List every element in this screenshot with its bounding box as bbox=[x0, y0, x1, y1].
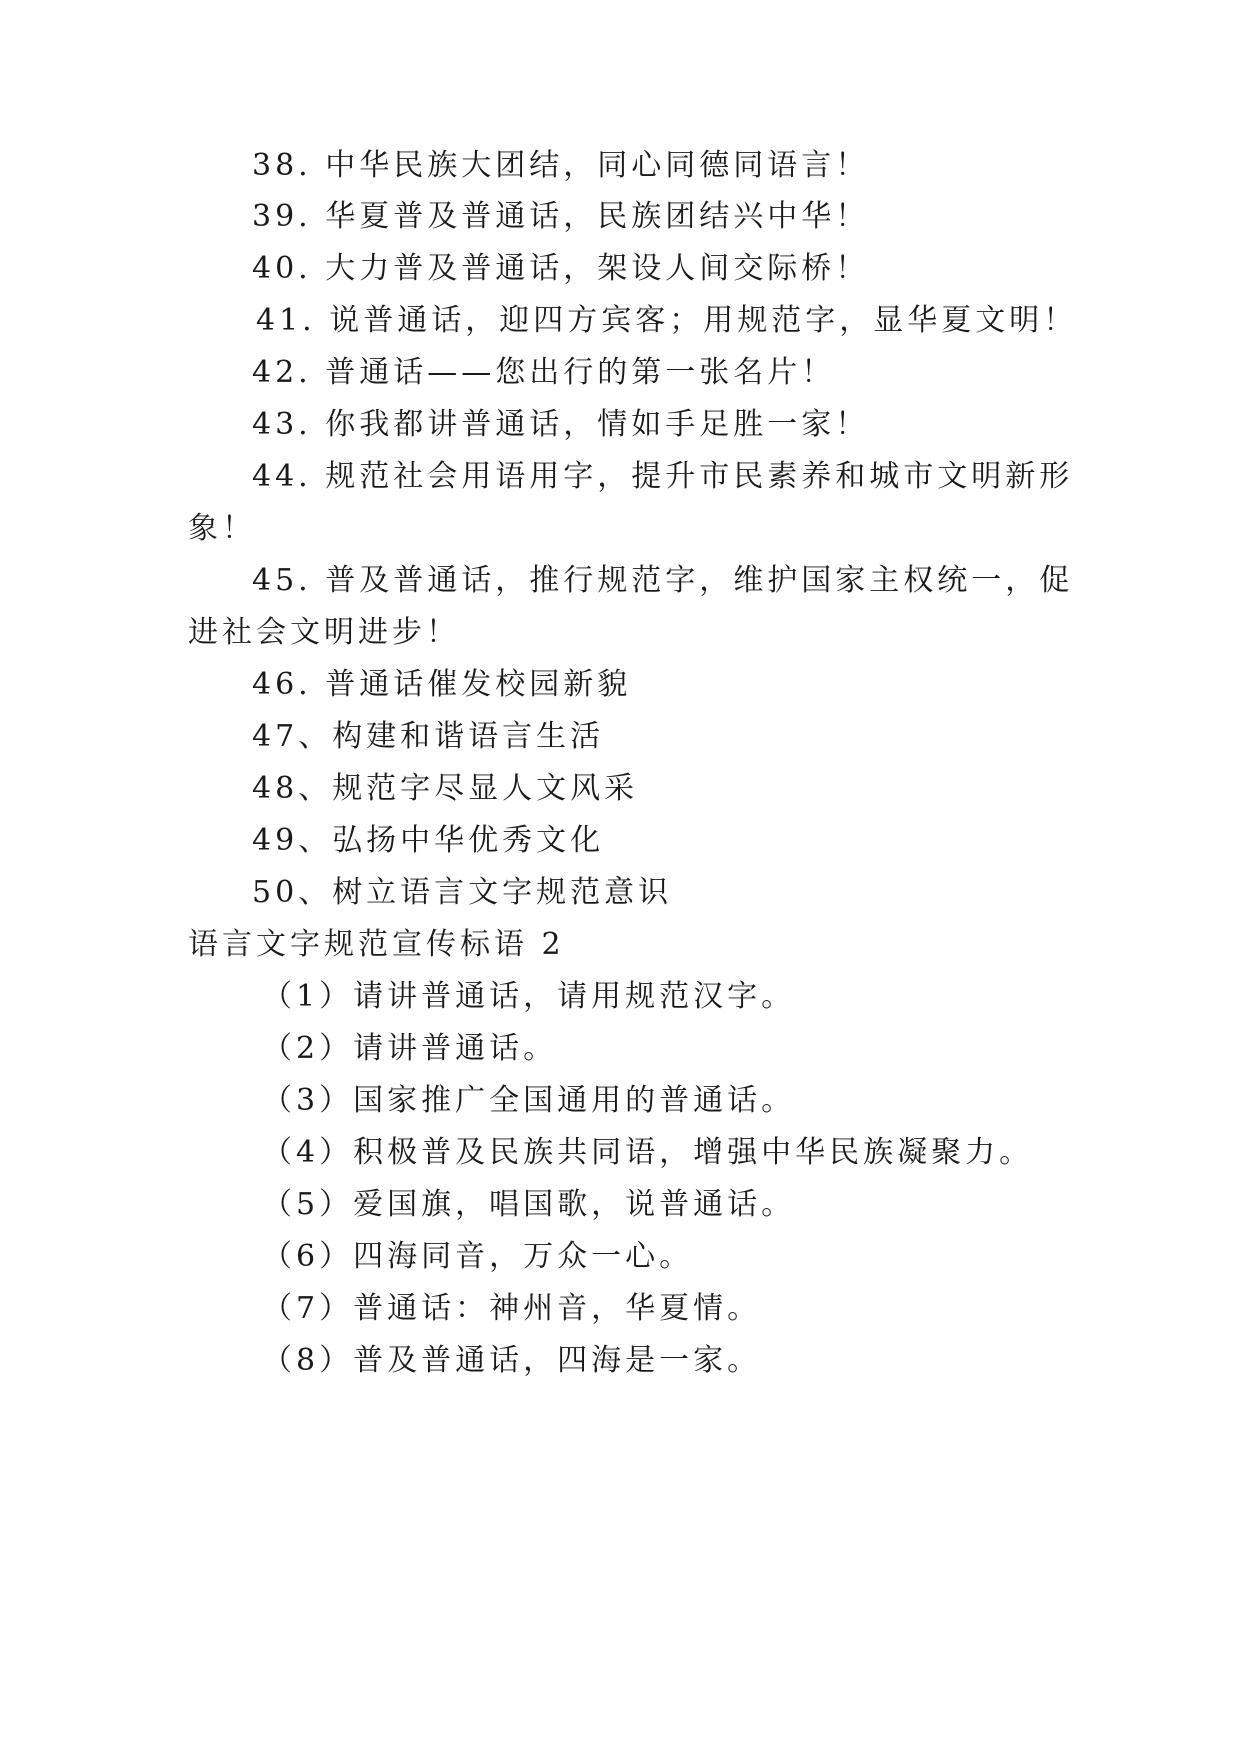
slogan-number: 47、 bbox=[252, 719, 333, 754]
slogan-item bbox=[262, 1133, 1033, 1173]
section-heading: 语言文字规范宣传标语 2 bbox=[188, 927, 565, 962]
slogan-number: 41. bbox=[256, 303, 316, 338]
slogan-item bbox=[252, 197, 869, 237]
slogan-number: （6） bbox=[262, 1239, 354, 1274]
slogan-text: 普通话：神州音，华夏情。 bbox=[353, 1291, 762, 1326]
slogan-text: 积极普及民族共同语，增强中华民族凝聚力。 bbox=[353, 1135, 1034, 1170]
slogan-item bbox=[262, 1237, 693, 1277]
slogan-text: 普及普通话，推行规范字，维护国家主权统一，促 bbox=[325, 563, 1074, 598]
slogan-item bbox=[262, 1081, 795, 1121]
slogan-text: 四海同音，万众一心。 bbox=[353, 1239, 694, 1274]
slogan-item bbox=[252, 146, 869, 186]
slogan-item bbox=[262, 1289, 761, 1329]
slogan-item bbox=[252, 769, 638, 809]
slogan-text: 中华民族大团结，同心同德同语言！ bbox=[325, 148, 870, 183]
slogan-number: 46. bbox=[252, 667, 312, 702]
slogan-item bbox=[262, 977, 795, 1017]
slogan-item bbox=[252, 457, 1073, 497]
slogan-text: 大力普及普通话，架设人间交际桥！ bbox=[325, 251, 870, 286]
slogan-item bbox=[252, 561, 1073, 601]
slogan-item bbox=[252, 665, 631, 705]
slogan-number: （5） bbox=[262, 1187, 354, 1222]
slogan-item bbox=[252, 353, 835, 393]
slogan-item bbox=[262, 1341, 761, 1381]
slogan-text: 国家推广全国通用的普通话。 bbox=[353, 1083, 796, 1118]
slogan-number: （3） bbox=[262, 1083, 354, 1118]
slogan-number: 40. bbox=[252, 251, 312, 286]
slogan-number: （4） bbox=[262, 1135, 354, 1170]
slogan-item bbox=[252, 249, 869, 289]
slogan-text: 普及普通话，四海是一家。 bbox=[353, 1343, 762, 1378]
slogan-text: 普通话催发校园新貌 bbox=[325, 667, 632, 702]
slogan-number: （2） bbox=[262, 1031, 354, 1066]
slogan-item bbox=[252, 717, 604, 757]
slogan-number: （8） bbox=[262, 1343, 354, 1378]
slogan-number: 43. bbox=[252, 407, 312, 442]
slogan-item bbox=[252, 821, 604, 861]
slogan-text: 规范社会用语用字，提升市民素养和城市文明新形 bbox=[325, 459, 1074, 494]
slogan-text: 弘扬中华优秀文化 bbox=[332, 823, 605, 858]
slogan-text: 规范字尽显人文风采 bbox=[332, 771, 639, 806]
slogan-number: 45. bbox=[252, 563, 312, 598]
slogan-number: 48、 bbox=[252, 771, 333, 806]
slogan-text: 华夏普及普通话，民族团结兴中华！ bbox=[325, 199, 870, 234]
slogan-number: 50、 bbox=[252, 875, 333, 910]
slogan-text: 普通话——您出行的第一张名片！ bbox=[325, 355, 836, 390]
slogan-number: （7） bbox=[262, 1291, 354, 1326]
slogan-item bbox=[252, 405, 869, 445]
slogan-text: 树立语言文字规范意识 bbox=[332, 875, 673, 910]
slogan-number: 39. bbox=[252, 199, 312, 234]
slogan-number: 42. bbox=[252, 355, 312, 390]
slogan-number: 44. bbox=[252, 459, 312, 494]
slogan-item bbox=[262, 1185, 795, 1225]
slogan-number: （1） bbox=[262, 979, 354, 1014]
slogan-item bbox=[262, 1029, 557, 1069]
slogan-number: 38. bbox=[252, 148, 312, 183]
slogan-number: 49、 bbox=[252, 823, 333, 858]
slogan-text: 说普通话，迎四方宾客；用规范字，显华夏文明！ bbox=[329, 303, 1078, 338]
slogan-text: 爱国旗，唱国歌，说普通话。 bbox=[353, 1187, 796, 1222]
slogan-item bbox=[256, 301, 1077, 341]
slogan-text: 你我都讲普通话，情如手足胜一家！ bbox=[325, 407, 870, 442]
slogan-text: 构建和谐语言生活 bbox=[332, 719, 605, 754]
slogan-continuation: 进社会文明进步！ bbox=[188, 615, 460, 650]
slogan-continuation: 象！ bbox=[188, 511, 256, 546]
slogan-text: 请讲普通话。 bbox=[353, 1031, 558, 1066]
slogan-item bbox=[252, 873, 672, 913]
slogan-text: 请讲普通话，请用规范汉字。 bbox=[353, 979, 796, 1014]
